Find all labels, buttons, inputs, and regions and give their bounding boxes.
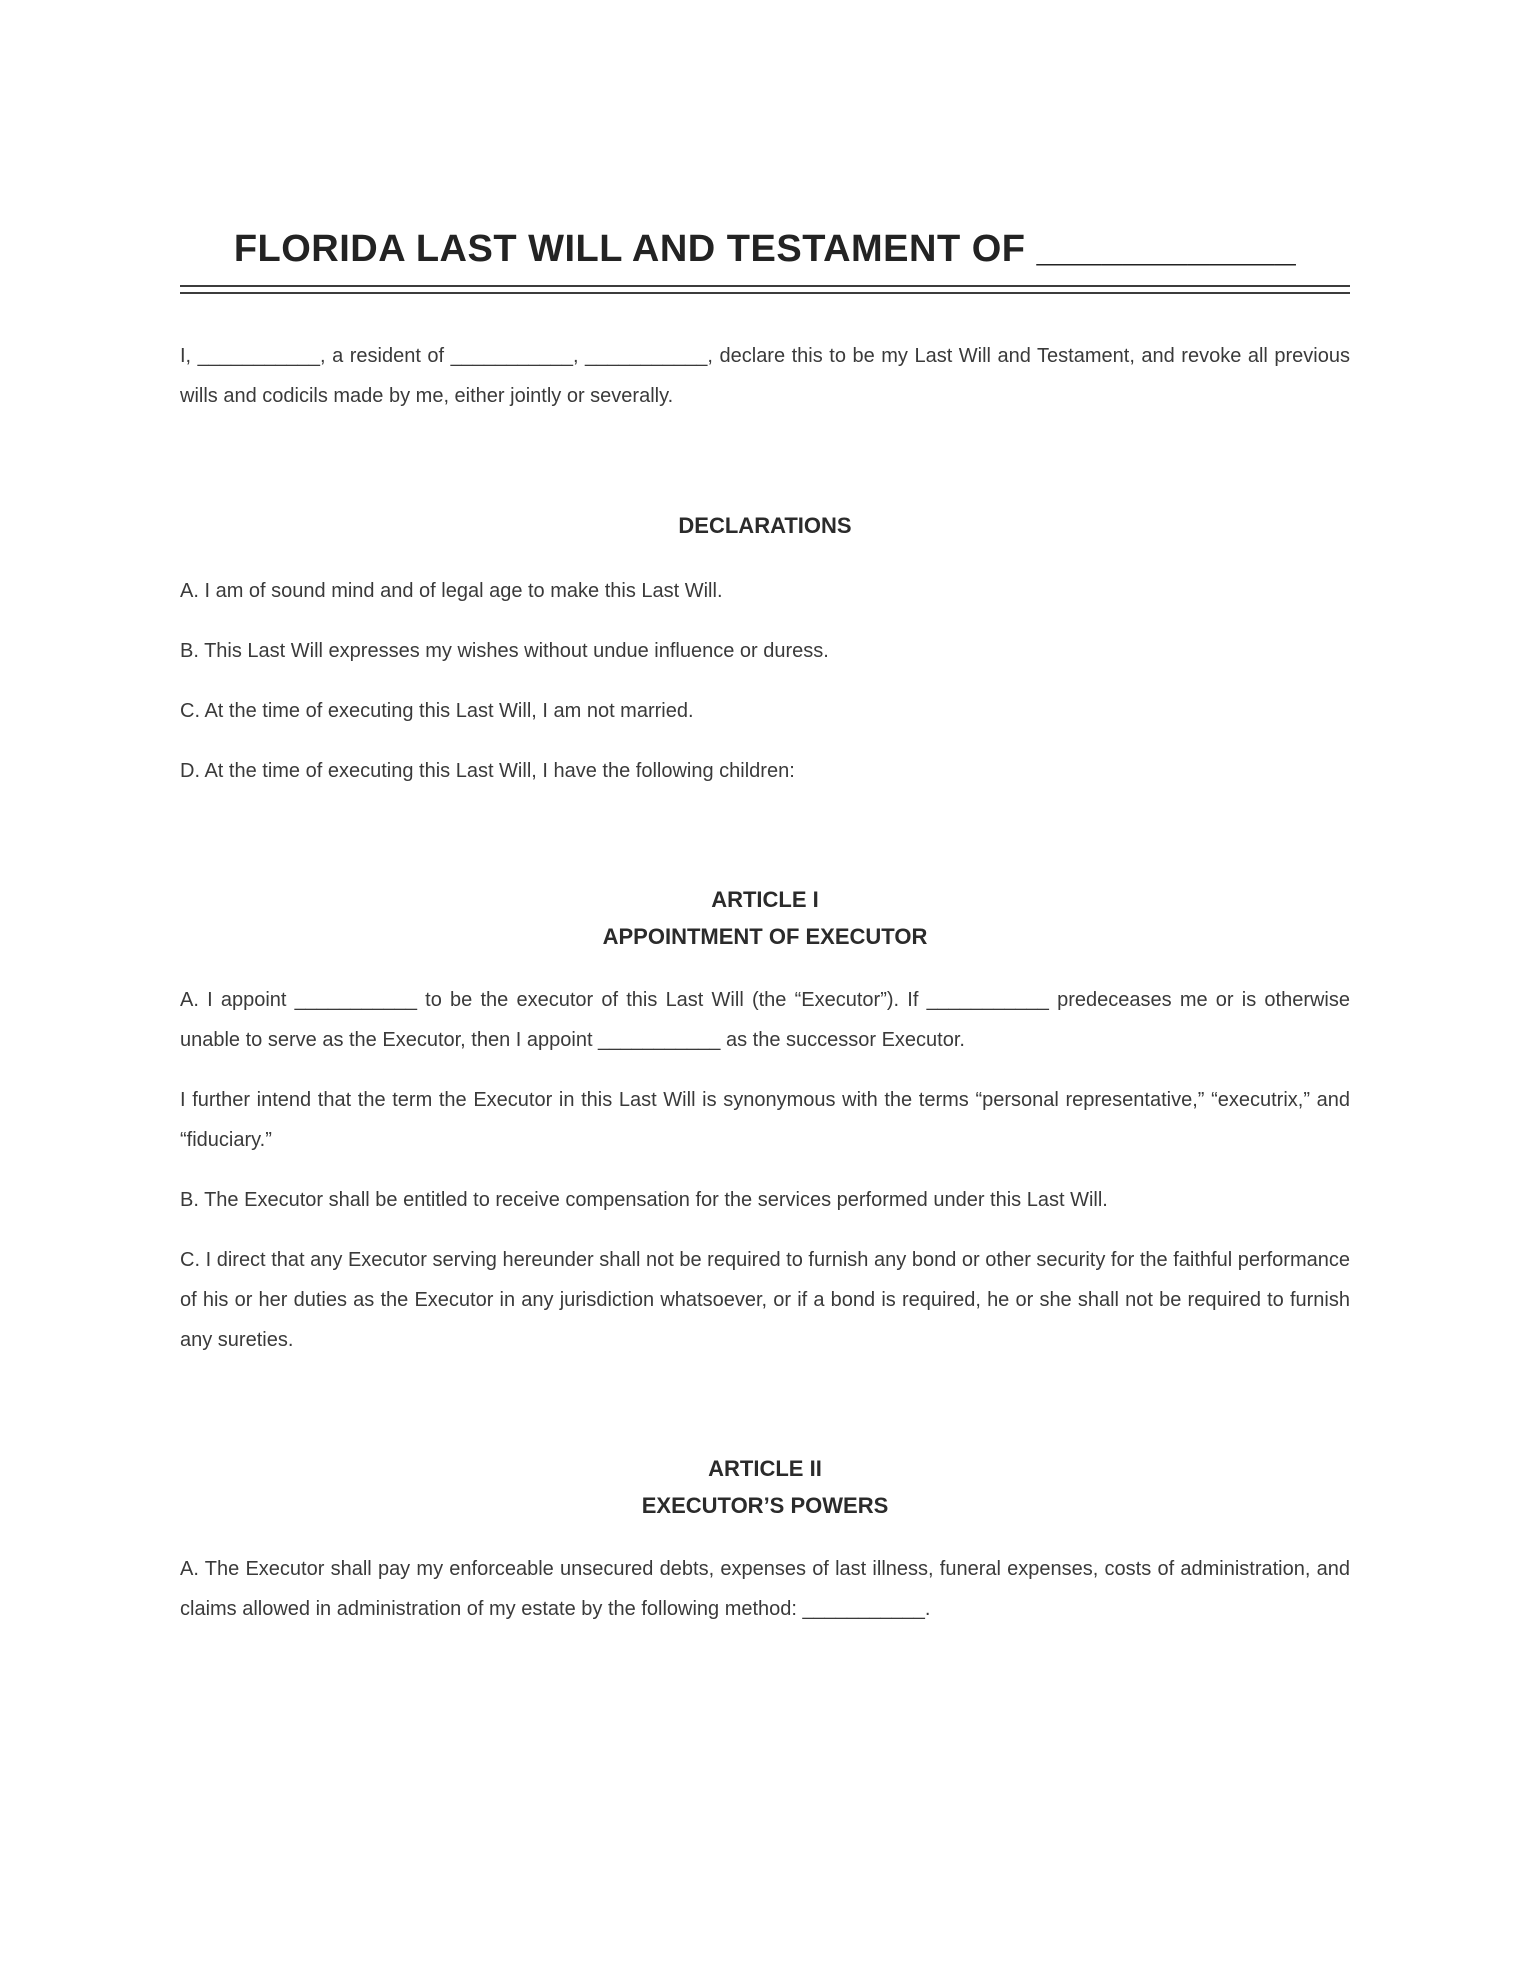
article-1-paragraph-c: C. I direct that any Executor serving hereunder shall not be required to furnish any bond or other security for the faithful performance of his or her duties as the Executor in any jurisdiction whatsoever, or if a bond is required, he or she shall not be required to furnish any sureties. bbox=[180, 1249, 1350, 1351]
article-2-heading bbox=[180, 1450, 1350, 1524]
article-1-paragraph-intent: I further intend that the term the Executor in this Last Will is synonymous with the terms “personal representative,” “executrix,” and “fiduciary.” bbox=[180, 1089, 1350, 1151]
declaration-item-c: C. At the time of executing this Last Will, I am not married. bbox=[180, 700, 694, 722]
article-1-heading bbox=[180, 881, 1350, 955]
declaration-item-b: B. This Last Will expresses my wishes without undue influence or duress. bbox=[180, 640, 829, 662]
article-1-heading-number: ARTICLE I bbox=[711, 887, 819, 912]
document-header bbox=[180, 225, 1350, 287]
article-2-heading-number: ARTICLE II bbox=[708, 1456, 822, 1481]
declarations-heading: DECLARATIONS bbox=[678, 513, 852, 538]
document-body bbox=[180, 336, 1350, 1629]
article-1-paragraph-a: A. I appoint ___________ to be the executor of this Last Will (the “Executor”). If ___________ predeceases me or is otherwise unable to serve as the Executor, then I appoint ___________ as the successor Executor. bbox=[180, 989, 1350, 1051]
article-1-heading-title: APPOINTMENT OF EXECUTOR bbox=[602, 924, 928, 949]
article-1-section bbox=[180, 881, 1350, 1360]
article-2-section bbox=[180, 1450, 1350, 1629]
declaration-item-a: A. I am of sound mind and of legal age to make this Last Will. bbox=[180, 580, 723, 602]
article-1-paragraph-b: B. The Executor shall be entitled to receive compensation for the services performed under this Last Will. bbox=[180, 1189, 1108, 1211]
declarations-section bbox=[180, 506, 1350, 791]
title-underline bbox=[180, 292, 1350, 294]
document-title: FLORIDA LAST WILL AND TESTAMENT OF ____________ bbox=[233, 228, 1297, 270]
declaration-item-d: D. At the time of executing this Last Will, I have the following children: bbox=[180, 760, 795, 782]
intro-paragraph: I, ___________, a resident of ___________, ___________, declare this to be my Last Will and Testament, and revoke all previous wills and codicils made by me, either jointly or severally. bbox=[180, 345, 1350, 407]
article-2-heading-title: EXECUTOR’S POWERS bbox=[641, 1493, 889, 1518]
article-2-paragraph-a: A. The Executor shall pay my enforceable unsecured debts, expenses of last illness, funeral expenses, costs of administration, and claims allowed in administration of my estate by the following method: ___________. bbox=[180, 1558, 1350, 1620]
